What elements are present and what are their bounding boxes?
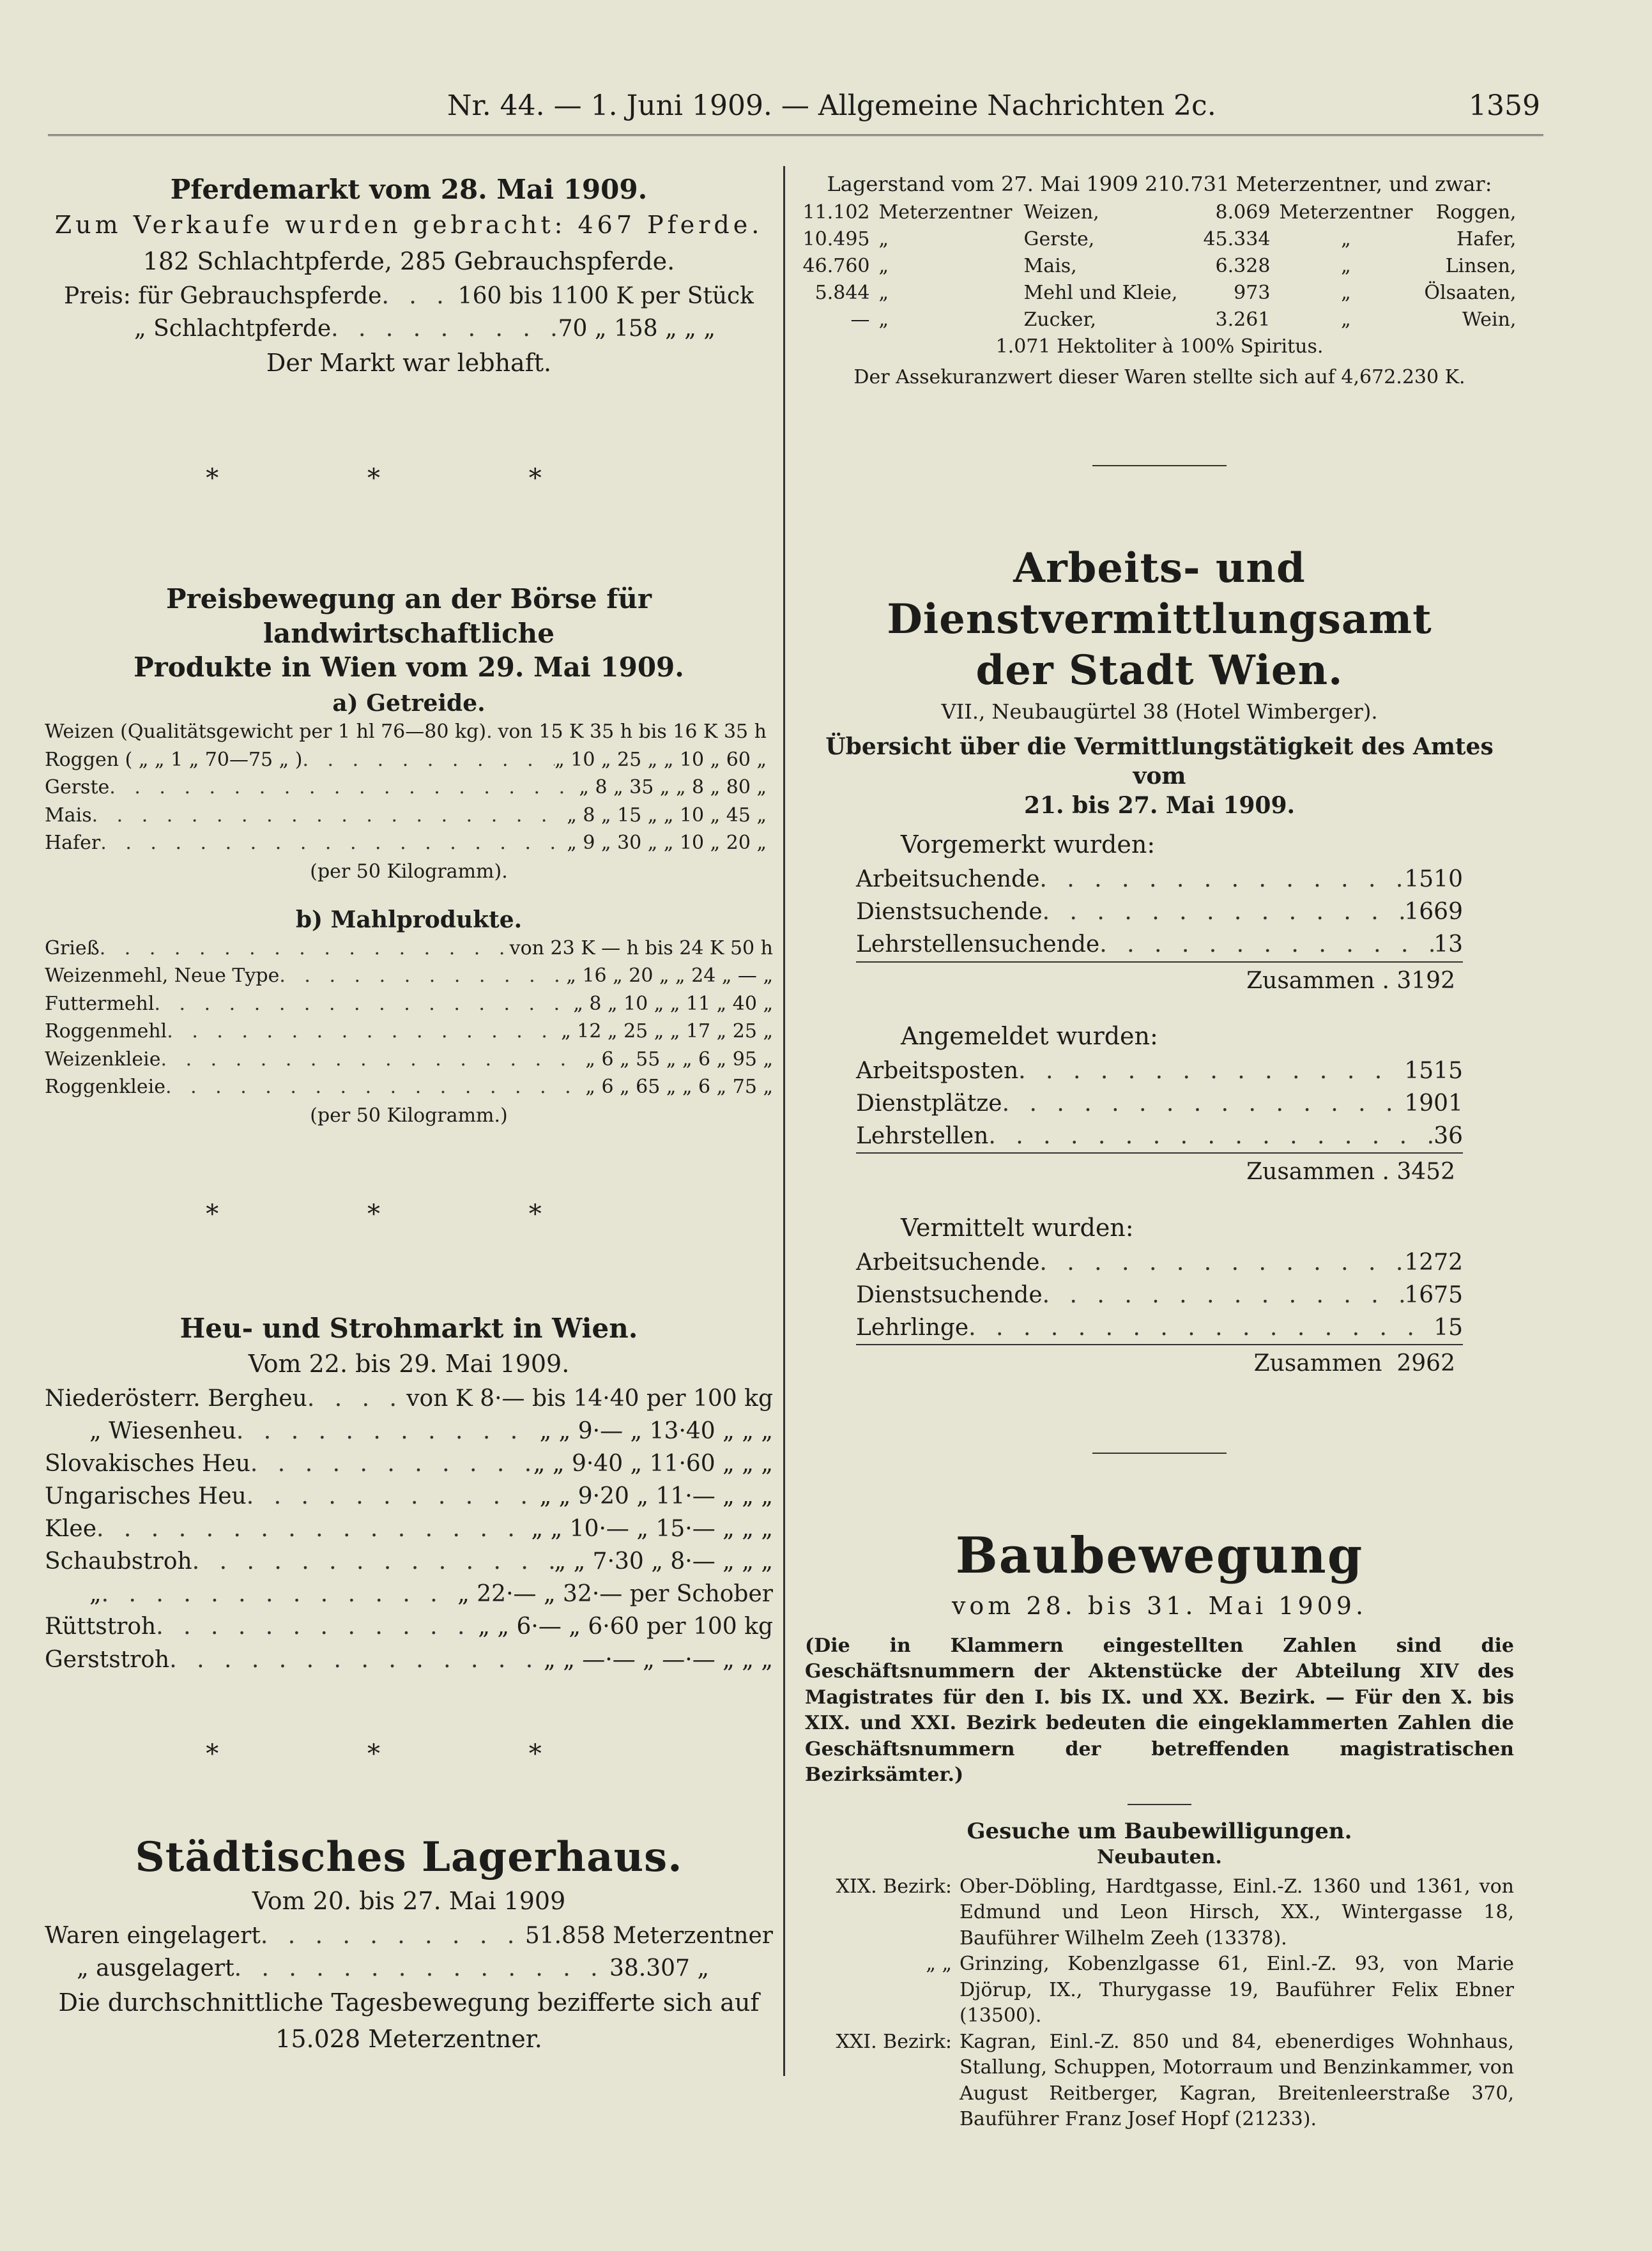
lagerstand-cell: Roggen, [1435, 201, 1517, 224]
leader-dots [236, 1415, 540, 1447]
lagerstand-intro: Lagerstand vom 27. Mai 1909 210.731 Meterzentner, und zwar: [827, 172, 1492, 196]
leader-dots [1099, 928, 1434, 961]
total-value: 3452 [1396, 1159, 1455, 1186]
statistics-group [856, 1210, 1463, 1382]
commodity-name: Weizen (Qualitätsgewicht per 1 hl 76—80 kg) [45, 721, 487, 744]
lagerstand-cell: „ [1341, 309, 1351, 331]
commodity-name: Mais [45, 804, 92, 827]
total-label: Zusammen [1246, 1159, 1375, 1186]
group-total: Zusammen . 3452 [1246, 1159, 1455, 1186]
hay-name: Niederösterr. Bergheu [45, 1385, 307, 1412]
lagerstand-cell: „ [878, 228, 889, 250]
leader-dots [165, 1073, 585, 1101]
leader-dots [1039, 1246, 1404, 1279]
pferdemarkt-price-1 [45, 280, 773, 312]
stat-row [856, 1246, 1463, 1279]
leader-dots [968, 1311, 1434, 1344]
commodity-name: Hafer [45, 832, 101, 855]
product-price: „ 12 „ 25 „ „ 17 „ 25 „ [561, 1020, 773, 1043]
getreide-row [45, 718, 767, 746]
mahl-list [45, 935, 773, 1101]
stat-value: 1901 [1404, 1090, 1463, 1117]
hay-price: „ „ —·— „ —·— „ „ „ [544, 1646, 773, 1673]
product-name: Weizenkleie [45, 1048, 161, 1071]
lagerstand-cell: „ [878, 255, 889, 277]
boerse-sub-a: a) Getreide. [332, 690, 486, 717]
arbeitsamt-sub-1: Übersicht über die Vermittlungstätigkeit des Amtes vom [825, 733, 1494, 790]
stat-label: Dienstsuchende [856, 899, 1043, 926]
hay-name: Klee [45, 1516, 97, 1543]
stat-row [856, 1279, 1463, 1311]
stat-row [856, 1120, 1463, 1154]
lagerstand-cell: Meterzentner [1279, 201, 1413, 224]
mahl-row [45, 935, 773, 963]
lagerhaus-sub: Vom 20. bis 27. Mai 1909 [252, 1886, 566, 1915]
note-rule [1128, 1804, 1191, 1805]
commodity-name: Roggen ( „ „ 1 „ 70—75 „ ) [45, 748, 303, 771]
hay-name: Schaubstroh [45, 1548, 192, 1575]
total-label: Zusammen [1253, 1350, 1382, 1377]
group-heading: Angemeldet wurden: [901, 1022, 1158, 1051]
heumarkt-row [45, 1610, 773, 1643]
lagerstand-cell: „ [878, 282, 889, 304]
product-name: Roggenkleie [45, 1076, 166, 1099]
stat-row [856, 1087, 1463, 1120]
header-title: Nr. 44. — 1. Juni 1909. — Allgemeine Nachrichten 2c. [447, 89, 1216, 122]
leader-dots [331, 312, 558, 345]
lagerstand-row [803, 226, 1517, 253]
lagerstand-cell: 45.334 [1203, 228, 1271, 250]
stat-value: 1675 [1404, 1282, 1463, 1309]
page-header [0, 89, 1652, 128]
lagerstand-cell: Meterzentner [878, 201, 1013, 224]
leader-dots [261, 1919, 525, 1952]
price-value: 160 bis 1100 K per Stück [457, 282, 754, 309]
boerse-sub-b: b) Mahlprodukte. [295, 906, 523, 933]
heumarkt-list [45, 1382, 773, 1676]
hay-price: „ 22·— „ 32·— per Schober [457, 1581, 773, 1608]
stat-value: 13 [1434, 931, 1463, 958]
lagerstand-cell: Mais, [1023, 255, 1077, 277]
mahl-row [45, 962, 773, 990]
hay-name: „ [89, 1581, 102, 1608]
arbeitsamt-address: VII., Neubaugürtel 38 (Hotel Wimberger). [941, 699, 1378, 724]
lagerstand-cell: Wein, [1462, 309, 1517, 331]
heumarkt-row [45, 1545, 773, 1578]
leader-dots [100, 935, 510, 963]
lagerstand-cell: Ölsaaten, [1424, 282, 1517, 304]
leader-dots [1043, 1279, 1405, 1311]
stat-value: 36 [1434, 1123, 1463, 1150]
pferdemarkt-note: Der Markt war lebhaft. [266, 348, 552, 377]
lagerstand-cell: „ [1341, 282, 1351, 304]
heumarkt-row [45, 1644, 773, 1676]
stat-row [856, 1311, 1463, 1345]
mahl-row [45, 990, 773, 1018]
stat-label: Lehrstellen [856, 1123, 989, 1150]
bau-section-title: Gesuche um Baubewilligungen. [967, 1818, 1352, 1844]
commodity-price: „ 8 „ 15 „ „ 10 „ 45 „ [567, 804, 767, 827]
stat-value: 1272 [1404, 1249, 1463, 1276]
commodity-price: „ 9 „ 30 „ „ 10 „ 20 „ [567, 832, 767, 855]
commodity-name: Gerste [45, 776, 110, 799]
entry-text: Grinzing, Kobenzlgasse 61, Einl.-Z. 93, von Marie Djörup, IX., Thurygasse 19, Bauführer Felix Ebner (13500). [960, 1953, 1514, 2027]
lagerstand-cell: Gerste, [1023, 228, 1095, 250]
total-label: Zusammen [1246, 967, 1375, 994]
lagerstand-spiritus: 1.071 Hektoliter à 100% Spiritus. [995, 335, 1324, 358]
hay-price: von K 8·— bis 14·40 per 100 kg [406, 1385, 773, 1412]
product-name: Grieß [45, 936, 100, 959]
leader-dots [988, 1120, 1434, 1152]
section-rule [1092, 1453, 1227, 1454]
stat-label: Arbeitsuchende [856, 1249, 1040, 1276]
leader-dots [156, 1610, 478, 1643]
left-column [45, 166, 773, 2057]
leader-dots [1018, 1055, 1404, 1087]
lagerstand-row [803, 280, 1517, 307]
getreide-row [45, 829, 767, 857]
pferdemarkt-line2: 182 Schlachtpferde, 285 Gebrauchspferde. [142, 247, 675, 275]
bau-entry [799, 2029, 1514, 2133]
leader-dots [234, 1952, 609, 1985]
group-heading: Vorgemerkt wurden: [901, 830, 1156, 859]
leader-dots [1039, 863, 1404, 896]
heumarkt-row [45, 1382, 773, 1415]
getreide-row [45, 802, 767, 830]
product-price: „ 8 „ 10 „ „ 11 „ 40 „ [573, 992, 773, 1015]
group-heading: Vermittelt wurden: [901, 1214, 1134, 1242]
lagerstand-cell: 10.495 [802, 228, 870, 250]
stat-value: 1669 [1404, 899, 1463, 926]
product-price: „ 6 „ 55 „ „ 6 „ 95 „ [585, 1048, 773, 1071]
lagerstand-cell: 3.261 [1215, 309, 1271, 331]
entry-text: Kagran, Einl.-Z. 850 und 84, ebenerdiges Wohnhaus, Stallung, Schuppen, Motorraum und Benzinkammer, von August Reitberger, Kagran, Breitenleerstraße 370, Bauführer Franz Josef Hopf (21233). [960, 2030, 1514, 2131]
leader-dots [102, 1578, 458, 1610]
heumarkt-row [45, 1578, 773, 1610]
heumarkt-row [45, 1415, 773, 1447]
commodity-price: „ 10 „ 25 „ „ 10 „ 60 „ [554, 748, 767, 771]
lagerhaus-text-1: Die durchschnittliche Tagesbewegung bezifferte sich auf [58, 1988, 760, 2017]
arbeitsamt-sub-2: 21. bis 27. Mai 1909. [1023, 792, 1296, 820]
price-label: „ Schlachtpferde [134, 315, 332, 342]
commodity-price: von 15 K 35 h bis 16 K 35 h [498, 721, 767, 744]
lagerstand-cell: Hafer, [1456, 228, 1517, 250]
lagerhaus-label: „ ausgelagert [77, 1955, 234, 1981]
price-label: Preis: für Gebrauchspferde [64, 282, 382, 309]
leader-dots [169, 1644, 544, 1676]
leader-dots [154, 990, 573, 1018]
leader-dots [302, 746, 554, 774]
lagerstand-row [803, 253, 1517, 280]
product-name: Futtermehl [45, 992, 155, 1015]
getreide-row [45, 746, 767, 774]
heumarkt-row [45, 1513, 773, 1545]
baubewegung-note: (Die in Klammern eingestellten Zahlen sind die Geschäftsnummern der Aktenstücke der Abteilung XIV des Magistrates für den I. bis IX. und XX. Bezirk. — Für den X. bis XIX. und XXI. Bezirk bedeuten die eingeklammerten Zahlen die Geschäftsnummern der betreffenden magistratischen Bezirksämter.) [805, 1634, 1514, 1787]
lagerstand-cell: „ [1341, 255, 1351, 277]
baubewegung-title: Baubewegung [955, 1527, 1364, 1585]
arbeitsamt-title-1: Arbeits- und Dienstvermittlungsamt [887, 544, 1432, 643]
arbeitsamt-title-2: der Stadt Wien. [975, 646, 1343, 694]
lagerstand-cell: — [850, 309, 870, 331]
leader-dots [279, 962, 566, 990]
stat-value: 15 [1434, 1315, 1463, 1341]
bau-entries [799, 1874, 1520, 2133]
lagerhaus-title: Städtisches Lagerhaus. [135, 1833, 683, 1881]
leader-dots [381, 280, 457, 312]
price-value: 70 „ 158 „ „ „ [558, 315, 715, 342]
leader-dots [1043, 896, 1405, 928]
leader-dots [247, 1480, 540, 1513]
hay-price: „ „ 9·— „ 13·40 „ „ „ [539, 1417, 773, 1444]
lagerhaus-row [45, 1952, 773, 1985]
section-separator: * * * [206, 1199, 612, 1229]
statistics-group [856, 1018, 1463, 1191]
leader-dots [486, 718, 498, 746]
hay-price: „ „ 7·30 „ 8·— „ „ „ [554, 1548, 773, 1575]
lagerstand-cell: „ [1341, 228, 1351, 250]
leader-dots [109, 774, 579, 802]
entry-district: XXI. Bezirk: [836, 2030, 952, 2053]
right-column [799, 166, 1520, 2133]
leader-dots [250, 1447, 533, 1480]
lagerstand-cell: Weizen, [1023, 201, 1099, 224]
stat-row [856, 928, 1463, 962]
page-number: 1359 [1469, 89, 1540, 122]
stat-row [856, 863, 1463, 896]
bau-entry [799, 1874, 1514, 1952]
stat-label: Arbeitsposten [856, 1058, 1019, 1085]
lagerstand-cell: 5.844 [815, 282, 870, 304]
hay-price: „ „ 6·— „ 6·60 per 100 kg [478, 1614, 773, 1640]
product-price: von 23 K — h bis 24 K 50 h [509, 936, 773, 959]
lagerstand-cell: 46.760 [802, 255, 870, 277]
lagerstand-row [803, 307, 1517, 333]
section-rule [1092, 465, 1227, 466]
hay-price: „ „ 9·20 „ 11·— „ „ „ [539, 1483, 773, 1509]
lagerhaus-text-2: 15.028 Meterzentner. [275, 2024, 542, 2053]
lagerhaus-value: 51.858 Meterzentner [524, 1922, 773, 1949]
stat-label: Dienstsuchende [856, 1282, 1043, 1309]
stat-label: Lehrlinge [856, 1315, 969, 1341]
boerse-title-1: Preisbewegung an der Börse für landwirtschaftliche [166, 583, 652, 649]
pferdemarkt-title: Pferdemarkt vom 28. Mai 1909. [170, 174, 648, 205]
lagerstand-cell: Mehl und Kleie, [1023, 282, 1178, 304]
boerse-title-2: Produkte in Wien vom 29. Mai 1909. [134, 652, 684, 683]
lagerstand-cell: Linsen, [1445, 255, 1517, 277]
header-rule [48, 134, 1543, 136]
stat-row [856, 1055, 1463, 1087]
leader-dots [100, 829, 567, 857]
bau-section-sub: Neubauten. [1097, 1846, 1222, 1869]
leader-dots [307, 1382, 406, 1415]
mahl-row [45, 1073, 773, 1101]
total-value: 2962 [1396, 1350, 1455, 1377]
lagerhaus-value: 38.307 „ [609, 1955, 709, 1981]
leader-dots [192, 1545, 554, 1578]
stat-value: 1510 [1404, 866, 1463, 893]
pferdemarkt-price-2 [45, 312, 773, 345]
leader-dots [1002, 1087, 1405, 1120]
stat-value: 1515 [1404, 1058, 1463, 1085]
baubewegung-sub: vom 28. bis 31. Mai 1909. [951, 1591, 1368, 1620]
mahl-row [45, 1018, 773, 1046]
leader-dots [92, 802, 567, 830]
bau-entry [799, 1951, 1514, 2029]
getreide-note: (per 50 Kilogramm). [310, 860, 508, 883]
arbeitsamt-groups [799, 827, 1520, 1382]
heumarkt-sub: Vom 22. bis 29. Mai 1909. [248, 1349, 570, 1378]
lagerstand-table [803, 199, 1517, 333]
entry-district: „ „ [926, 1953, 952, 1976]
section-separator: * * * [206, 1739, 612, 1769]
leader-dots [167, 1018, 561, 1046]
pferdemarkt-line1: Zum Verkaufe wurden gebracht: 467 Pferde. [54, 210, 763, 239]
lagerstand-row [803, 199, 1517, 226]
lagerstand-cell: 6.328 [1215, 255, 1271, 277]
product-price: „ 16 „ 20 „ „ 24 „ — „ [566, 965, 773, 988]
heumarkt-row [45, 1480, 773, 1513]
heumarkt-title: Heu- und Strohmarkt in Wien. [180, 1312, 638, 1344]
product-name: Roggenmehl [45, 1020, 167, 1043]
stat-label: Arbeitsuchende [856, 866, 1040, 893]
column-rule [783, 166, 785, 2076]
lagerstand-cell: 973 [1234, 282, 1271, 304]
group-total [856, 1345, 1463, 1382]
statistics-group [856, 827, 1463, 999]
heumarkt-row [45, 1447, 773, 1480]
lagerstand-assekuranz: Der Assekuranzwert dieser Waren stellte sich auf 4,672.230 K. [853, 366, 1465, 388]
stat-label: Dienstplätze [856, 1090, 1002, 1117]
getreide-list [45, 718, 773, 857]
hay-name: Rüttstroh [45, 1614, 157, 1640]
getreide-row [45, 774, 767, 802]
commodity-price: „ 8 „ 35 „ „ 8 „ 80 „ [579, 776, 767, 799]
hay-name: Gerststroh [45, 1646, 170, 1673]
total-value: 3192 [1396, 967, 1455, 994]
lagerhaus-label: Waren eingelagert [45, 1922, 261, 1949]
lagerstand-cell: 11.102 [802, 201, 870, 224]
mahl-row [45, 1046, 773, 1074]
product-price: „ 6 „ 65 „ „ 6 „ 75 „ [585, 1076, 773, 1099]
group-total: Zusammen . 3192 [1246, 967, 1455, 994]
hay-price: „ „ 10·— „ 15·— „ „ „ [531, 1516, 773, 1543]
lagerstand-cell: „ [878, 309, 889, 331]
hay-price: „ „ 9·40 „ 11·60 „ „ „ [533, 1450, 773, 1477]
stat-label: Lehrstellensuchende [856, 931, 1100, 958]
lagerstand-cell: 8.069 [1215, 201, 1271, 224]
lagerstand-cell: Zucker, [1023, 309, 1096, 331]
leader-dots [161, 1046, 586, 1074]
lagerhaus-row [45, 1919, 773, 1952]
entry-text: Ober-Döbling, Hardtgasse, Einl.-Z. 1360 und 1361, von Edmund und Leon Hirsch, XX., Wintergasse 18, Bauführer Wilhelm Zeeh (13378). [960, 1875, 1514, 1950]
hay-name: Slovakisches Heu [45, 1450, 250, 1477]
mahl-note: (per 50 Kilogramm.) [310, 1104, 508, 1127]
section-separator: * * * [206, 463, 612, 493]
hay-name: Ungarisches Heu [45, 1483, 247, 1509]
product-name: Weizenmehl, Neue Type [45, 965, 280, 988]
hay-name: „ Wiesenheu [89, 1417, 236, 1444]
leader-dots [96, 1513, 531, 1545]
stat-row [856, 896, 1463, 928]
entry-district: XIX. Bezirk: [836, 1875, 952, 1898]
